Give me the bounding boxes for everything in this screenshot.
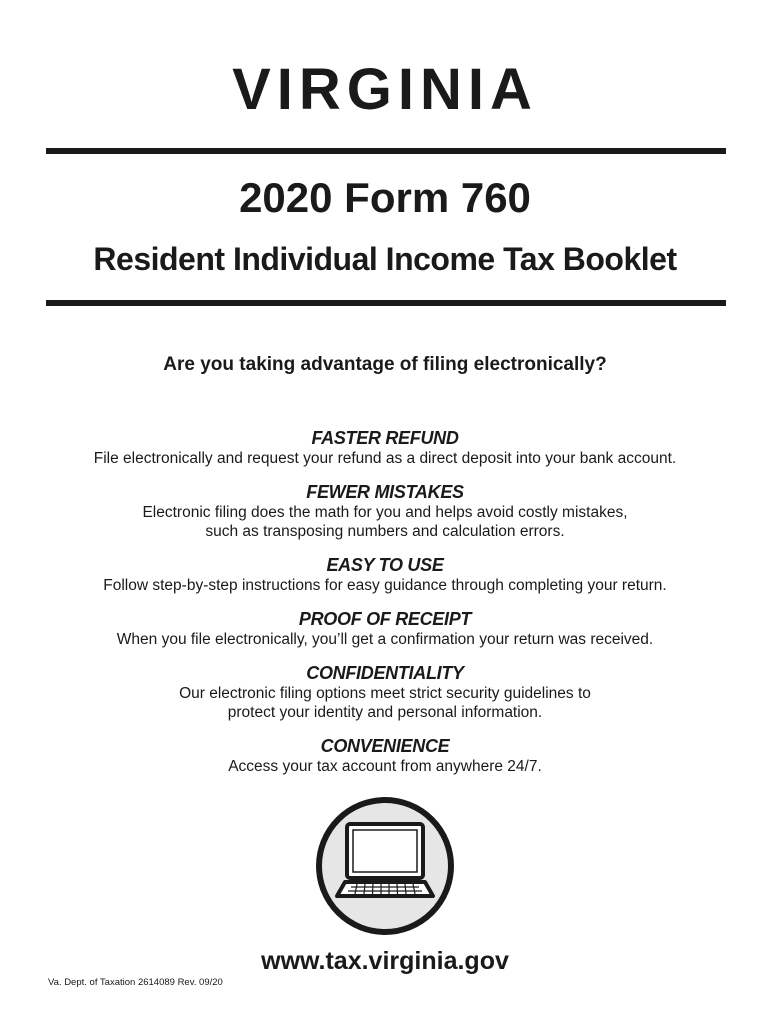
top-divider bbox=[46, 148, 726, 154]
benefit-faster-refund bbox=[0, 428, 770, 468]
benefit-heading: FEWER MISTAKES bbox=[306, 482, 464, 502]
efile-question: Are you taking advantage of filing electronically? bbox=[163, 354, 607, 375]
laptop-icon bbox=[315, 796, 455, 936]
benefit-fewer-mistakes bbox=[0, 482, 770, 541]
benefit-text: protect your identity and personal information. bbox=[227, 704, 543, 721]
website-url-text[interactable]: www.tax.virginia.gov bbox=[261, 947, 509, 975]
state-title: VIRGINIA bbox=[232, 57, 538, 122]
form-title: 2020 Form 760 bbox=[239, 174, 531, 221]
booklet-title: Resident Individual Income Tax Booklet bbox=[93, 241, 677, 277]
benefit-text: When you file electronically, you’ll get a confirmation your return was received. bbox=[116, 631, 654, 648]
bottom-divider bbox=[46, 300, 726, 306]
benefit-text: such as transposing numbers and calculation errors. bbox=[205, 523, 565, 540]
footer-revision-note: Va. Dept. of Taxation 2614089 Rev. 09/20 bbox=[48, 977, 223, 988]
benefit-convenience bbox=[0, 736, 770, 776]
laptop-emblem bbox=[315, 796, 455, 936]
benefit-proof-of-receipt bbox=[0, 609, 770, 649]
website-url[interactable] bbox=[0, 944, 770, 978]
benefit-heading: CONFIDENTIALITY bbox=[306, 663, 464, 683]
benefit-heading: FASTER REFUND bbox=[311, 428, 459, 448]
benefit-text: Our electronic filing options meet strict security guidelines to bbox=[179, 685, 591, 702]
benefit-text: File electronically and request your refund as a direct deposit into your bank account. bbox=[93, 450, 677, 467]
benefit-text: Follow step-by-step instructions for easy guidance through completing your return. bbox=[103, 577, 667, 594]
benefit-text: Access your tax account from anywhere 24/7. bbox=[228, 758, 542, 775]
benefit-easy-to-use bbox=[0, 555, 770, 595]
benefit-confidentiality bbox=[0, 663, 770, 722]
benefit-heading: EASY TO USE bbox=[326, 555, 444, 575]
benefit-heading: PROOF OF RECEIPT bbox=[298, 609, 472, 629]
benefit-heading: CONVENIENCE bbox=[320, 736, 450, 756]
benefit-text: Electronic filing does the math for you and helps avoid costly mistakes, bbox=[142, 504, 628, 521]
